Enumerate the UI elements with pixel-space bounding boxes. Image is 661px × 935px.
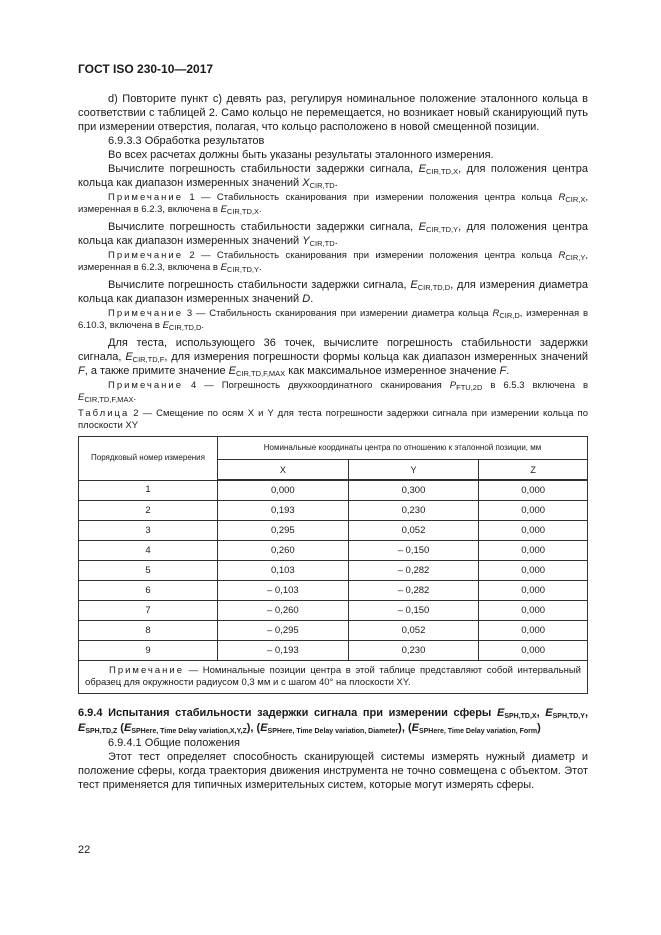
paragraph-calc-y: Вычислите погрешность стабильности задержки сигнала, $E_{CIR,TD,Y}$, для положения центра кольца как диапазон измеренных значений $Y_{CIR,TD}$.	[78, 221, 588, 248]
offset-table	[78, 436, 588, 694]
table-cell: 2	[79, 501, 218, 521]
table-cell: 0,000	[479, 641, 588, 661]
table-cell: 3	[79, 521, 218, 541]
table-cell: 1	[79, 480, 218, 501]
paragraph-d: d) Повторите пункт c) девять раз, регулируя номинальное положение эталонного кольца в соответствии с таблицей 2. Само кольцо не перемещается, но возникает новый сканирующий путь при измерении отверстия, полагая, что кольцо расположено в новой смещенной позиции.	[78, 93, 588, 133]
table-note: Примечание — Номинальные позиции центра в этой таблице представляют собой интервальный образец для окружности радиусом 0,3 мм и с шагом 40° на плоскости XY.	[79, 661, 588, 694]
table-row	[79, 501, 588, 521]
table-cell: 0,000	[479, 521, 588, 541]
page-number: 22	[78, 844, 91, 856]
document-header: ГОСТ ISO 230-10—2017	[78, 62, 214, 76]
table-cell: 4	[79, 541, 218, 561]
table-cell: 0,000	[479, 480, 588, 501]
paragraph-all-calcs: Во всех расчетах должны быть указаны результаты эталонного измерения.	[108, 149, 494, 161]
table-row	[79, 641, 588, 661]
table-cell: 0,000	[479, 541, 588, 561]
note-4: Примечание 4 — Погрешность двухкоординатного сканирования $P_{FTU,2D}$ в 6.5.3 включена в $E_{CIR,TD,F,MAX}$.	[78, 380, 589, 404]
table-cell: 9	[79, 641, 218, 661]
table-cell: 0,295	[218, 521, 349, 541]
section-6-9-3-3: 6.9.3.3 Обработка результатов	[108, 135, 265, 147]
table-row	[79, 601, 588, 621]
table-cell: – 0,282	[348, 561, 479, 581]
table-cell: – 0,282	[348, 581, 479, 601]
table-cell: – 0,193	[218, 641, 349, 661]
table-cell: 0,052	[348, 521, 479, 541]
table-cell: 0,000	[479, 561, 588, 581]
table-body	[79, 480, 588, 661]
table-cell: 7	[79, 601, 218, 621]
table-cell: – 0,260	[218, 601, 349, 621]
table-row	[79, 541, 588, 561]
table-row	[79, 561, 588, 581]
table-cell: 0,230	[348, 641, 479, 661]
paragraph-calc-x: Вычислите погрешность стабильности задержки сигнала, $E_{CIR,TD,X}$, для положения центра кольца как диапазон измеренных значений $X_{CIR,TD}$.	[78, 163, 588, 190]
table-cell: 0,260	[218, 541, 349, 561]
table-head-group: Номинальные координаты центра по отношению к эталонной позиции, мм	[218, 437, 588, 460]
table-cell: 0,193	[218, 501, 349, 521]
table-cell: – 0,295	[218, 621, 349, 641]
table-cell: – 0,150	[348, 601, 479, 621]
table-cell: 8	[79, 621, 218, 641]
note-2: Примечание 2 — Стабильность сканирования при измерении положения центра кольца $R_{CIR,Y}$, измеренная в 6.2.3, включена в $E_{CIR,TD,Y}$.	[78, 250, 589, 274]
table-cell: 0,000	[218, 480, 349, 501]
note-3: Примечание 3 — Стабильность сканирования при измерении диаметра кольца $R_{CIR,D}$, измеренная в 6.10.3, включена в $E_{CIR,TD,D}$.	[78, 308, 588, 332]
table-head-z: Z	[479, 460, 588, 481]
table-cell: 6	[79, 581, 218, 601]
table-head-num: Порядковый номер измерения	[79, 437, 218, 481]
table-cell: 5	[79, 561, 218, 581]
table-cell: – 0,150	[348, 541, 479, 561]
table-cell: 0,000	[479, 581, 588, 601]
table-cell: 0,103	[218, 561, 349, 581]
table-head-x: X	[218, 460, 349, 481]
paragraph-calc-d: Вычислите погрешность стабильности задержки сигнала, $E_{CIR,TD,D}$, для измерения диаметра кольца как диапазон измеренных значений D.	[78, 279, 588, 305]
table-row	[79, 621, 588, 641]
table-head-y: Y	[348, 460, 479, 481]
table-cell: 0,230	[348, 501, 479, 521]
table-row	[79, 521, 588, 541]
section-6-9-4-title: 6.9.4 Испытания стабильности задержки сигнала при измерении сферы $E_{SPH,TD,X}$, $E_{SPH,TD,Y}$, $E_{SPH,TD,Z}$ $(E_{SPHere, Time Delay variation,X,Y,Z})$, $(E_{SPHere, Time Delay variation, Diameter})$, $(E_{SPHere, Time Delay variation, Form})$	[78, 707, 588, 735]
section-6-9-4-1: 6.9.4.1 Общие положения	[108, 737, 240, 749]
paragraph-sphere-test: Этот тест определяет способность сканирующей системы измерять нужный диаметр и положение сферы, когда траектория движения инструмента не точно совмещена с объектом. Этот тест применяется для типичных измерительных систем, которые могут измерять сферы.	[78, 751, 588, 791]
table-cell: 0,000	[479, 501, 588, 521]
table-cell: 0,052	[348, 621, 479, 641]
table-cell: – 0,103	[218, 581, 349, 601]
paragraph-calc-f: Для теста, использующего 36 точек, вычислите погрешность стабильности задержки сигнала, $E_{CIR,TD,F}$, для измерения погрешности формы кольца как диапазон измеренных значений F, а также примите значение $E_{CIR,TD,F,MAX}$ как максимальное измеренное значение F.	[78, 337, 588, 378]
table-row	[79, 480, 588, 501]
table-row	[79, 581, 588, 601]
table-cell: 0,300	[348, 480, 479, 501]
table-cell: 0,000	[479, 621, 588, 641]
table-caption: Таблица 2 — Смещение по осям X и Y для теста погрешности задержки сигнала при измерении кольца по плоскости XY	[78, 408, 588, 431]
note-1: Примечание 1 — Стабильность сканирования при измерении положения центра кольца $R_{CIR,X}$, измеренная в 6.2.3, включена в $E_{CIR,TD,X}$.	[78, 192, 589, 216]
page-content	[78, 92, 588, 792]
table-cell: 0,000	[479, 601, 588, 621]
